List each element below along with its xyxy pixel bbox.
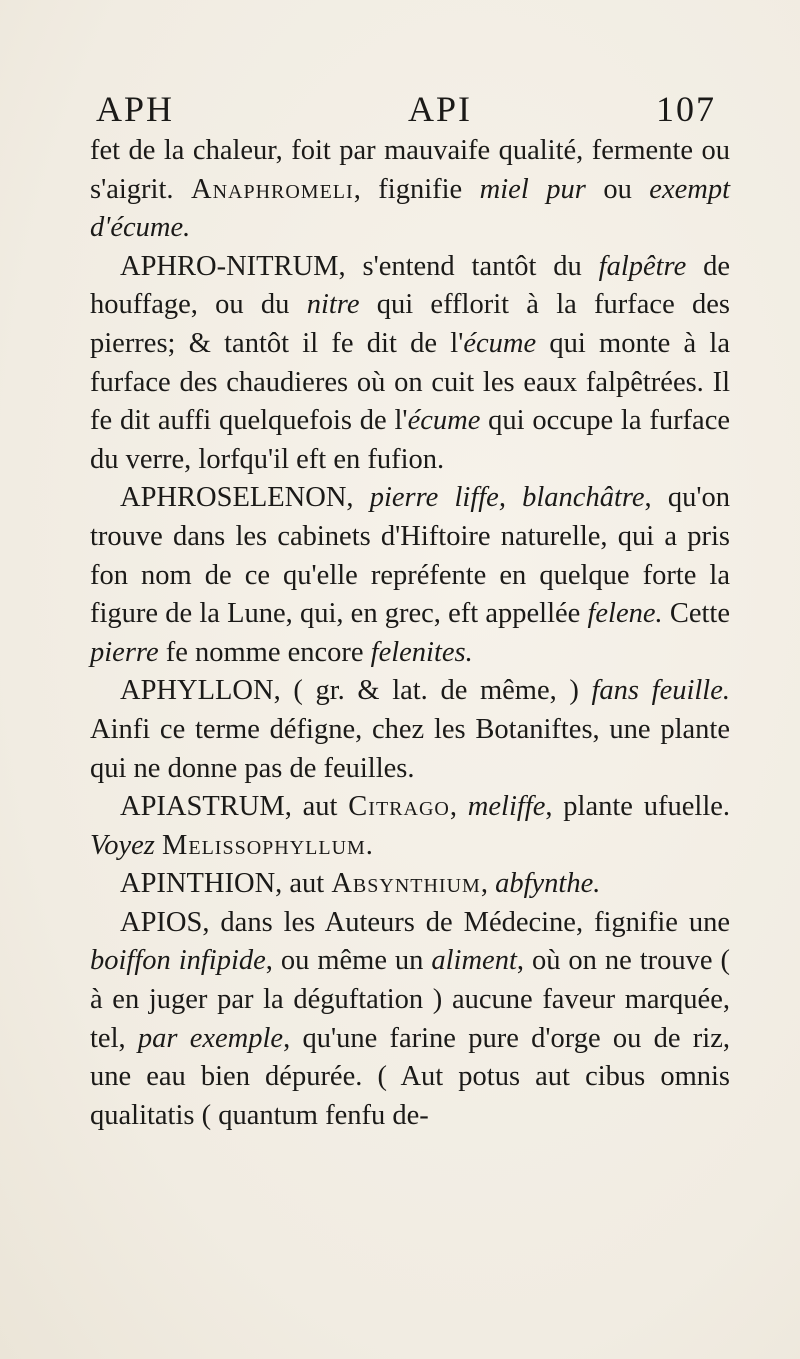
text-segment: miel pur <box>479 173 586 205</box>
text-segment: nitre <box>306 289 360 321</box>
page-number: 107 <box>656 89 716 129</box>
text-segment: APHYLLON, ( gr. & lat. de même, ) <box>120 675 592 707</box>
text-segment: , qu'une farine pure d'orge ou de riz, une eau bien dépurée. ( Aut potus aut cibus omnis qualitatis ( quantum fenfu de- <box>90 1022 730 1131</box>
text-segment: felenites. <box>370 636 473 668</box>
text-segment: aliment <box>431 945 517 977</box>
text-segment: Voyez <box>90 829 155 861</box>
text-segment: exempt d'écume. <box>90 173 730 244</box>
text-segment: qui efflorit à la furface des pierres; & tantôt il fe dit de l' <box>90 289 730 359</box>
running-header <box>96 88 716 132</box>
text-segment: de houffage, ou du <box>90 250 731 321</box>
text-segment: écume <box>463 327 537 359</box>
entry-aphro-nitrum <box>90 248 730 480</box>
entry-aphroselenon <box>90 479 730 672</box>
text-segment: qui occupe la furface du verre, lorfqu'il eft en fufion. <box>90 405 730 475</box>
entry-aphyllon <box>90 672 730 788</box>
text-segment: , plante ufuelle. <box>545 791 731 823</box>
text-segment: , où on ne trouve ( à en juger par la déguftation ) aucune faveur marquée, tel, <box>90 945 731 1054</box>
text-segment: boiffon infipide <box>90 945 266 977</box>
text-segment: pierre liffe, blanchâtre <box>369 482 645 514</box>
entry-apinthion <box>90 865 730 904</box>
text-segment: , <box>449 791 468 823</box>
text-segment <box>155 830 162 861</box>
text-segment: APHROSELENON, <box>120 482 370 514</box>
text-segment: pierre <box>90 636 159 668</box>
text-segment: Citrago <box>348 791 450 823</box>
text-segment: APIOS, dans les Auteurs de Médecine, fignifie une <box>120 906 730 938</box>
text-segment: meliffe <box>467 791 546 823</box>
text-segment: falpêtre <box>598 250 687 282</box>
text-segment: fans feuille. <box>591 675 730 707</box>
text-segment: Cette <box>662 598 730 630</box>
paragraph-continuation <box>90 132 730 248</box>
text-segment: APHRO-NITRUM, s'entend tantôt du <box>120 250 599 282</box>
text-segment: , <box>480 868 496 900</box>
text-segment: abfynthe. <box>495 868 601 900</box>
text-segment: qui monte à la furface des chaudieres où on cuit les eaux falpêtrées. Il fe dit auffi quelquefois de l' <box>90 327 730 437</box>
entry-apios <box>90 904 730 1136</box>
text-segment: Anaphromeli <box>190 173 354 205</box>
text-segment: par exemple <box>137 1022 284 1054</box>
text-segment: Ainfi ce terme défigne, chez les Botaniftes, une plante qui ne donne pas de feuilles. <box>90 713 730 784</box>
text-segment: APINTHION, aut <box>120 868 332 900</box>
text-segment: ou <box>585 173 650 205</box>
text-segment: fet de la chaleur, foit par mauvaife qualité, fermente ou s'aigrit. <box>90 135 730 205</box>
text-segment: felene. <box>587 598 663 630</box>
text-segment: , fignifie <box>353 173 480 205</box>
text-segment: Absynthium <box>331 868 481 900</box>
dictionary-text <box>90 132 730 1135</box>
text-segment: Melissophyllum. <box>162 829 374 861</box>
text-segment: , qu'on trouve dans les cabinets d'Hiftoire naturelle, qui a pris fon nom de ce qu'elle repréfente en quelque forte la figure de la Lune, qui, en grec, eft appellée <box>90 482 730 630</box>
entry-apiastrum <box>90 788 730 865</box>
text-segment: écume <box>407 405 481 437</box>
text-segment: , ou même un <box>265 945 432 977</box>
text-segment: fe nomme encore <box>158 636 371 668</box>
header-center-word: API <box>408 89 473 129</box>
header-left-word: APH <box>96 89 175 129</box>
text-segment: APIASTRUM, aut <box>120 791 349 823</box>
